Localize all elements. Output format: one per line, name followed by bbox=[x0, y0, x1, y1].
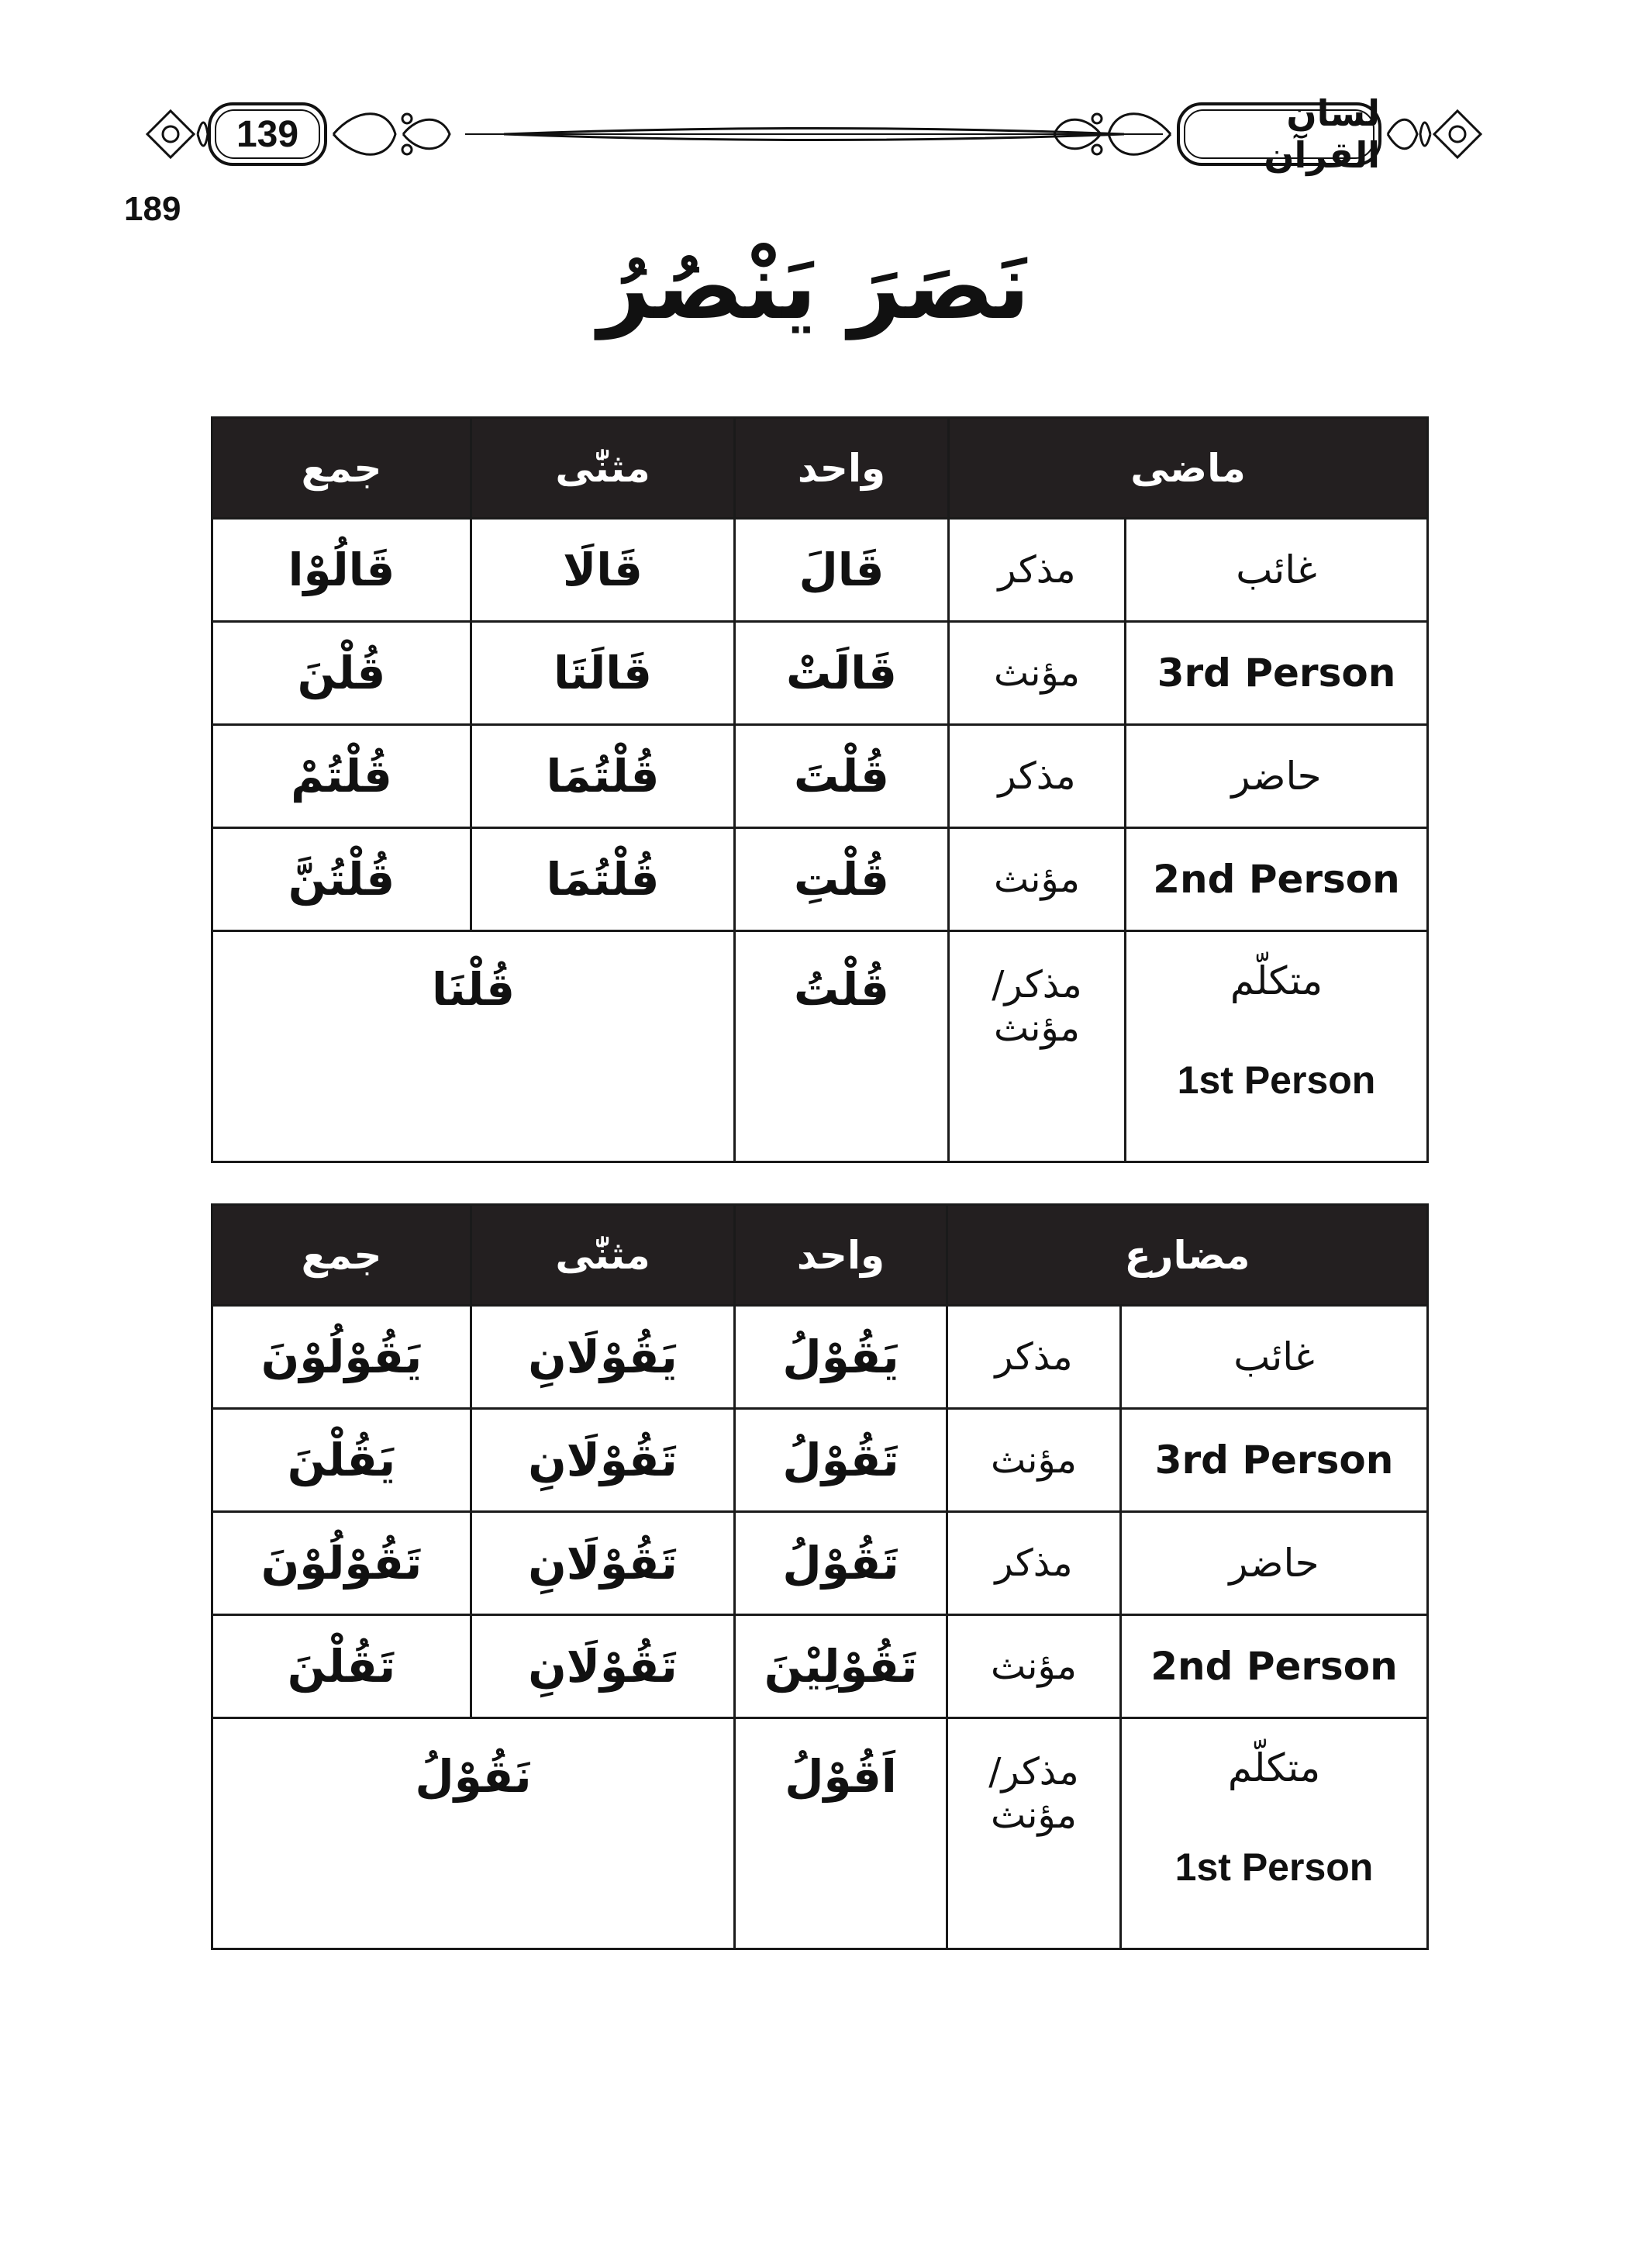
person-cell bbox=[1121, 1718, 1428, 1949]
table-row bbox=[212, 828, 1428, 931]
dual-cell: تَقُوْلَانِ bbox=[471, 1409, 735, 1512]
dual-cell: يَقُوْلَانِ bbox=[471, 1306, 735, 1409]
plural-cell: يَقُوْلُوْنَ bbox=[212, 1306, 471, 1409]
header-singular: واحد bbox=[735, 1205, 947, 1306]
table-row-first-person bbox=[212, 1718, 1428, 1949]
person-label-urdu: متکلّم bbox=[1227, 1745, 1321, 1790]
dual-cell: قُلْتُمَا bbox=[471, 828, 735, 931]
plural-cell: قُلْنَا bbox=[212, 931, 735, 1162]
dual-cell: قَالَا bbox=[471, 519, 735, 622]
book-title: لسان القرآن bbox=[1264, 92, 1380, 176]
table-header-row bbox=[212, 1205, 1428, 1306]
side-mark: 189 bbox=[124, 190, 181, 228]
gender-cell: مذکر bbox=[949, 725, 1126, 828]
person-label-english: 1st Person bbox=[1174, 1845, 1374, 1889]
header-plural: جمع bbox=[212, 1205, 471, 1306]
page-title: نَصَرَ يَنْصُرُ bbox=[598, 233, 1030, 340]
dual-cell: قَالَتَا bbox=[471, 622, 735, 725]
gender-cell: مذکر bbox=[949, 519, 1126, 622]
plural-cell: يَقُلْنَ bbox=[212, 1409, 471, 1512]
singular-cell: تَقُوْلُ bbox=[735, 1512, 947, 1615]
table-row-first-person bbox=[212, 931, 1428, 1162]
table-row bbox=[212, 1306, 1428, 1409]
person-label-urdu: متکلّم bbox=[1230, 958, 1323, 1003]
plural-cell: قُلْتُمْ bbox=[212, 725, 471, 828]
gender-cell: مذکر/مؤنث bbox=[947, 1718, 1121, 1949]
header-dual: مثنّٰی bbox=[471, 1205, 735, 1306]
person-cell: غائب bbox=[1126, 519, 1428, 622]
plural-cell: تَقُوْلُوْنَ bbox=[212, 1512, 471, 1615]
dual-cell: قُلْتُمَا bbox=[471, 725, 735, 828]
singular-cell: قَالَتْ bbox=[735, 622, 949, 725]
page-number: 139 bbox=[236, 113, 299, 155]
table-header-row bbox=[212, 418, 1428, 519]
person-cell: 2nd Person bbox=[1126, 828, 1428, 931]
table-row bbox=[212, 519, 1428, 622]
header-dual: مثنّٰی bbox=[471, 418, 735, 519]
plural-cell: قَالُوْا bbox=[212, 519, 471, 622]
plural-cell: قُلْنَ bbox=[212, 622, 471, 725]
header-tense: مضارع bbox=[947, 1205, 1428, 1306]
plural-cell: نَقُوْلُ bbox=[212, 1718, 735, 1949]
gender-cell: مؤنث bbox=[949, 622, 1126, 725]
person-cell: 3rd Person bbox=[1126, 622, 1428, 725]
dual-cell: تَقُوْلَانِ bbox=[471, 1512, 735, 1615]
person-cell: حاضر bbox=[1121, 1512, 1428, 1615]
table-row bbox=[212, 1615, 1428, 1718]
singular-cell: قُلْتِ bbox=[735, 828, 949, 931]
past-tense-table bbox=[211, 416, 1429, 1163]
singular-cell: اَقُوْلُ bbox=[735, 1718, 947, 1949]
gender-cell: مؤنث bbox=[947, 1409, 1121, 1512]
plural-cell: تَقُلْنَ bbox=[212, 1615, 471, 1718]
gender-cell: مذکر bbox=[947, 1306, 1121, 1409]
singular-cell: تَقُوْلِيْنَ bbox=[735, 1615, 947, 1718]
table-row bbox=[212, 1409, 1428, 1512]
table-row bbox=[212, 622, 1428, 725]
plural-cell: قُلْتُنَّ bbox=[212, 828, 471, 931]
singular-cell: قُلْتُ bbox=[735, 931, 949, 1162]
header-tense: ماضی bbox=[949, 418, 1428, 519]
present-tense-table bbox=[211, 1203, 1429, 1950]
person-cell: غائب bbox=[1121, 1306, 1428, 1409]
header-singular: واحد bbox=[735, 418, 949, 519]
person-cell: 3rd Person bbox=[1121, 1409, 1428, 1512]
singular-cell: يَقُوْلُ bbox=[735, 1306, 947, 1409]
singular-cell: تَقُوْلُ bbox=[735, 1409, 947, 1512]
table-row bbox=[212, 1512, 1428, 1615]
person-label-english: 1st Person bbox=[1177, 1058, 1376, 1102]
gender-cell: مذکر bbox=[947, 1512, 1121, 1615]
singular-cell: قَالَ bbox=[735, 519, 949, 622]
header-plural: جمع bbox=[212, 418, 471, 519]
table-row bbox=[212, 725, 1428, 828]
person-cell: 2nd Person bbox=[1121, 1615, 1428, 1718]
gender-cell: مؤنث bbox=[947, 1615, 1121, 1718]
singular-cell: قُلْتَ bbox=[735, 725, 949, 828]
dual-cell: تَقُوْلَانِ bbox=[471, 1615, 735, 1718]
gender-cell: مذکر/مؤنث bbox=[949, 931, 1126, 1162]
person-cell bbox=[1126, 931, 1428, 1162]
person-cell: حاضر bbox=[1126, 725, 1428, 828]
gender-cell: مؤنث bbox=[949, 828, 1126, 931]
